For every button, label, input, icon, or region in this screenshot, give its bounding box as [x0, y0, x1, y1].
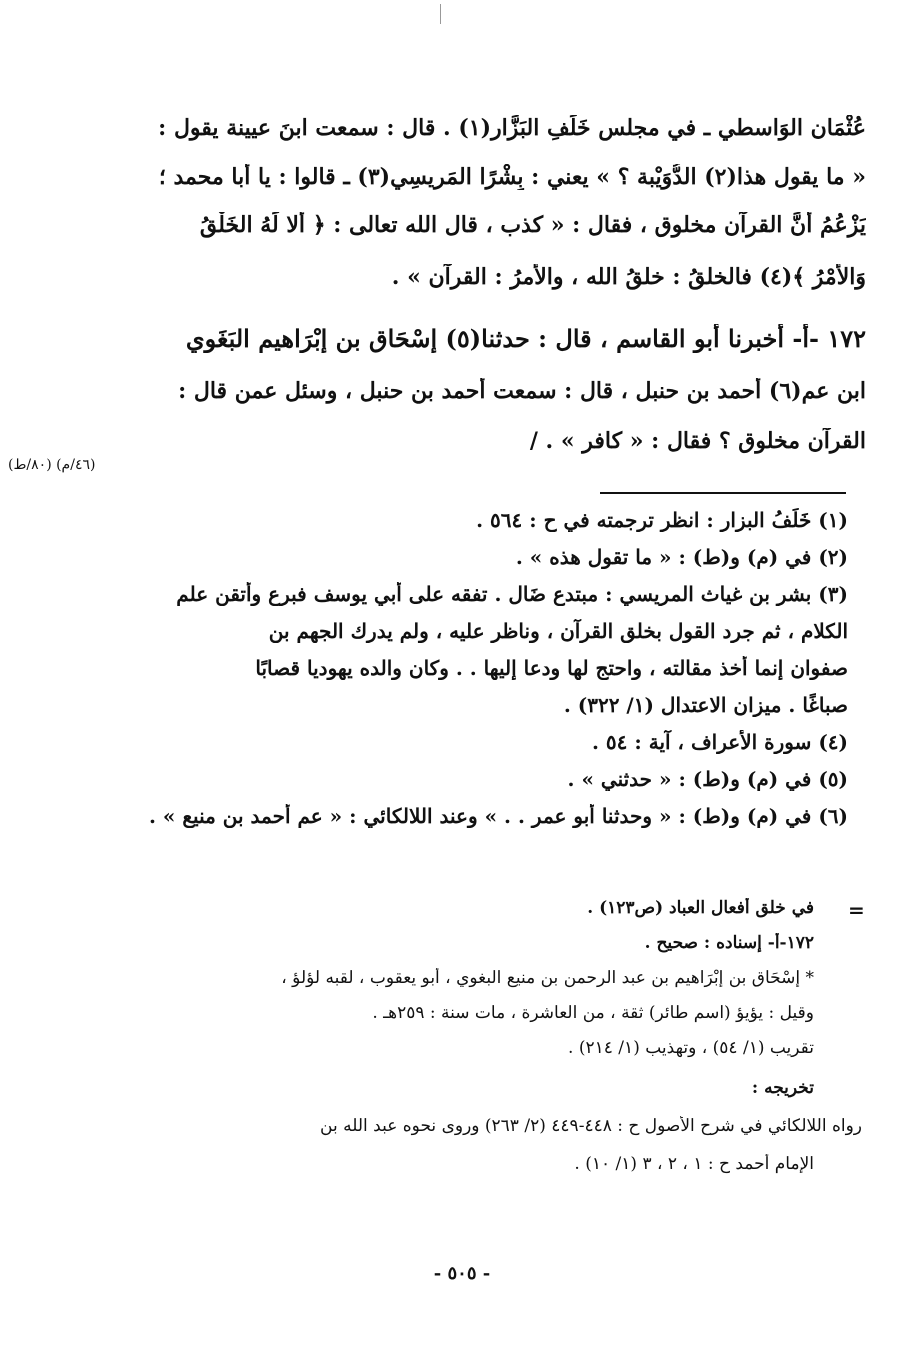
- commentary-line-5: تقريب (١/ ٥٤) ، وتهذيب (١/ ٢١٤) .: [568, 1038, 814, 1058]
- manuscript-page-reference: (٤٦/م) (٨٠/ط): [8, 457, 96, 473]
- top-edge-mark: [440, 4, 442, 24]
- main-text-line-3: يَزْعُمُ أنَّ القرآن مخلوق ، فقال : « كذب ، قال الله تعالى : ﴿ أَلا لَهُ الخَلْقُ: [199, 212, 866, 238]
- commentary-line-7: رواه اللالكائي في شرح الأصول ح : ٤٤٨-٤٤٩ (٢/ ٢٦٣) وروى نحوه عبد الله بن: [320, 1116, 862, 1136]
- footnote-3-line-2: الكلام ، ثم جرد القول بخلق القرآن ، وناظر عليه ، ولم يدرك الجهم بن: [268, 619, 848, 643]
- commentary-heading-takhrij: تخريجه :: [751, 1078, 814, 1098]
- commentary-line-2: ١٧٢-أ- إسناده : صحيح .: [644, 933, 814, 953]
- main-text-line-1: عُثْمَان الوَاسطي ـ في مجلس خَلَفِ البَزَّار(١) . قال : سمعت ابنَ عيينة يقول :: [158, 115, 866, 141]
- footnote-6: (٦) في (م) و(ط) : « وحدثنا أبو عمر . . » وعند اللالكائي : « عم أحمد بن منيع » .: [149, 804, 848, 828]
- hadith-172a-line-3: القرآن مخلوق ؟ فقال : « كافر » . /: [529, 428, 866, 454]
- hadith-172a-line-2: ابن عم(٦) أحمد بن حنبل ، قال : سمعت أحمد بن حنبل ، وسئل عمن قال :: [178, 378, 866, 404]
- commentary-line-3: * إسْحَاق بن إبْرَاهيم بن عبد الرحمن بن منيع البغوي ، أبو يعقوب ، لقبه لؤلؤ ،: [281, 968, 814, 988]
- footnote-3-line-1: (٣) بشر بن غياث المريسي : مبتدع ضَال . تفقه على أبي يوسف فبرع وأتقن علم: [176, 582, 848, 606]
- footnote-5: (٥) في (م) و(ط) : « حدثني » .: [567, 767, 848, 791]
- footnote-2: (٢) في (م) و(ط) : « ما تقول هذه » .: [515, 545, 848, 569]
- footnote-1: (١) خَلَفُ البزار : انظر ترجمته في ح : ٥٦٤ .: [476, 508, 848, 532]
- continuation-mark: =: [848, 898, 865, 922]
- commentary-line-8: الإمام أحمد ح : ١ ، ٢ ، ٣ (١/ ١٠) .: [574, 1154, 814, 1174]
- page-number: - ٥٠٥ -: [433, 1263, 491, 1284]
- footnote-4: (٤) سورة الأعراف ، آية : ٥٤ .: [591, 730, 848, 754]
- commentary-line-1: في خلق أفعال العباد (ص١٢٣) .: [587, 898, 814, 918]
- footnote-3-line-4: صباغًا . ميزان الاعتدال (١/ ٣٢٢) .: [563, 693, 848, 717]
- main-text-line-2: « ما يقول هذا(٢) الدُّوَيْبة ؟ » يعني : بِشْرًا المَريسِي(٣) ـ قالوا : يا أبا محمد ؛: [158, 164, 866, 190]
- main-text-line-4: وَالأَمْرُ ﴾(٤) فالخلقُ : خلقُ الله ، والأمرُ : القرآن » .: [391, 264, 866, 290]
- commentary-line-4: وقيل : يؤيؤ (اسم طائر) ثقة ، من العاشرة ، مات سنة : ٢٥٩هـ .: [372, 1003, 814, 1023]
- footnote-separator: [600, 492, 846, 494]
- footnote-3-line-3: صفوان إنما أخذ مقالته ، واحتج لها ودعا إليها . . وكان والده يهوديا قصابًا: [255, 656, 848, 680]
- hadith-172a-line-1: ١٧٢ -أ- أخبرنا أبو القاسم ، قال : حدثنا(٥) إسْحَاق بن إبْرَاهيم البَغَوِي: [185, 324, 866, 353]
